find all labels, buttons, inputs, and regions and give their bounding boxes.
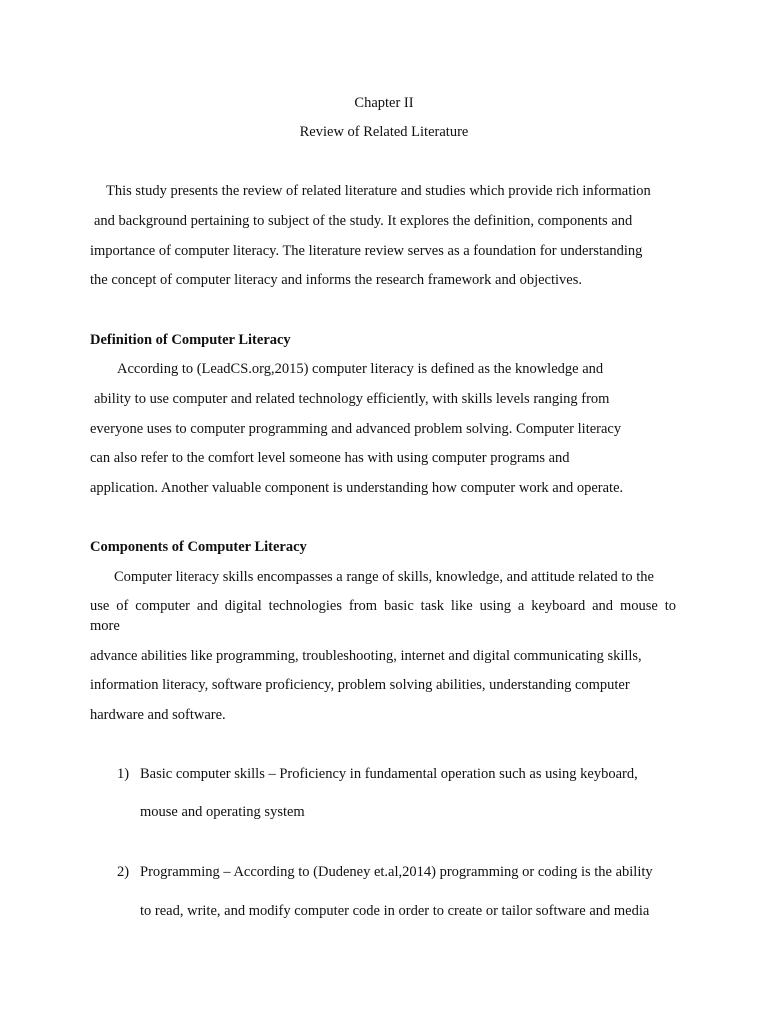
list-item-number-2: 2) (117, 864, 130, 880)
components-line-1: Computer literacy skills encompasses a range of skills, knowledge, and attitude related to the (114, 569, 654, 585)
definition-line-4: can also refer to the comfort level someone has with using computer programs and (90, 450, 570, 466)
chapter-label: Chapter II (354, 95, 414, 111)
components-line-2: use of computer and digital technologies from basic task like using a keyboard and mouse to (90, 598, 676, 614)
list-item-2-line-2: to read, write, and modify computer code in order to create or tailor software and media (140, 903, 650, 919)
intro-line-3: importance of computer literacy. The literature review serves as a foundation for understanding (90, 243, 643, 259)
definition-line-1: According to (LeadCS.org,2015) computer literacy is defined as the knowledge and (117, 361, 604, 377)
intro-line-2: and background pertaining to subject of the study. It explores the definition, components and (94, 213, 633, 229)
definition-line-5: application. Another valuable component is understanding how computer work and operate. (90, 480, 624, 496)
list-item-1-line-2: mouse and operating system (140, 804, 305, 820)
list-item-2-line-1: Programming – According to (Dudeney et.al,2014) programming or coding is the ability (140, 864, 653, 880)
intro-line-4: the concept of computer literacy and informs the research framework and objectives. (90, 272, 582, 288)
definition-line-2: ability to use computer and related technology efficiently, with skills levels ranging from (94, 391, 610, 407)
page-title: Review of Related Literature (299, 124, 469, 140)
components-line-4: advance abilities like programming, troubleshooting, internet and digital communicating skills, (90, 648, 642, 664)
components-heading: Components of Computer Literacy (90, 539, 307, 555)
list-item-1-line-1: Basic computer skills – Proficiency in fundamental operation such as using keyboard, (140, 766, 638, 782)
components-line-6: hardware and software. (90, 707, 226, 723)
definition-line-3: everyone uses to computer programming and advanced problem solving. Computer literacy (90, 421, 622, 437)
definition-heading: Definition of Computer Literacy (90, 332, 291, 348)
components-line-3: more (90, 618, 120, 634)
components-line-5: information literacy, software proficiency, problem solving abilities, understanding computer (90, 677, 630, 693)
intro-line-1: This study presents the review of related literature and studies which provide rich information (106, 183, 651, 199)
list-item-number-1: 1) (117, 766, 130, 782)
